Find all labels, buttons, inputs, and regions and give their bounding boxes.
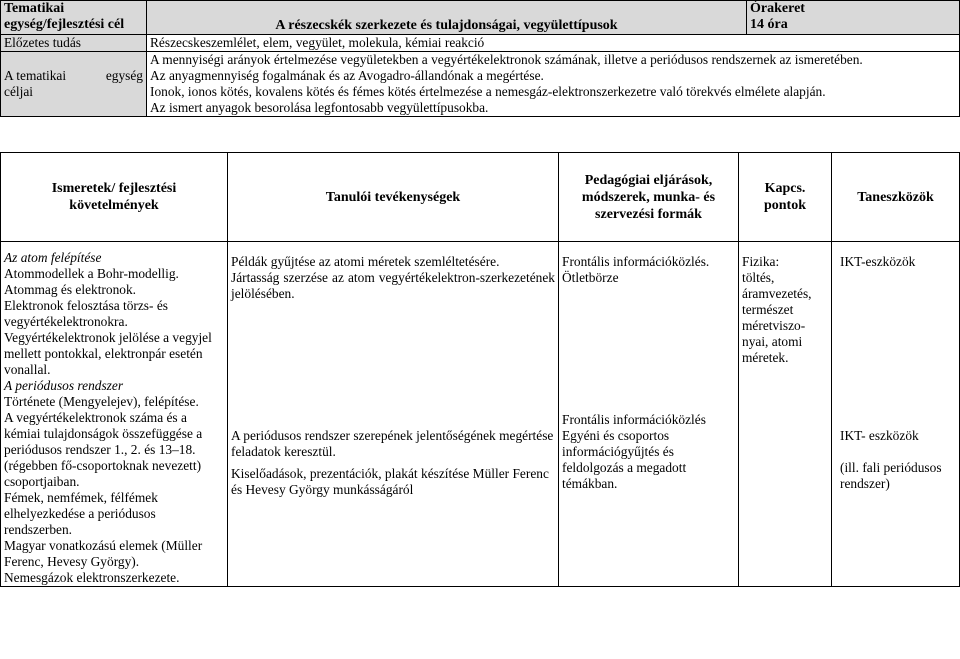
col-header-connections: Kapcs. pontok <box>739 153 832 242</box>
goals-label-word1: A tematikai <box>4 68 67 83</box>
methods-cell <box>559 242 739 587</box>
connection-line: töltés, <box>742 270 775 285</box>
tools-line: IKT- eszközök <box>840 428 919 443</box>
activity-line: Kiselőadások, prezentációk, plakát készítése Müller Ferenc és Hevesy György munkásságáról <box>231 466 549 497</box>
goals-label-line2: céljai <box>4 84 33 99</box>
goal-item: Ionok, ionos kötés, kovalens kötés és fémes kötés értelmezése a nemesgáz-elektronszerkezetre való törekvés elmélete alapján. <box>150 84 826 99</box>
knowledge-cell <box>1 242 228 587</box>
col-header-activities: Tanulói tevékenységek <box>228 153 559 242</box>
hours-value: 14 óra <box>750 17 788 32</box>
connection-line: Fizika: <box>742 254 780 269</box>
knowledge-line: Atommag és elektronok. <box>4 282 137 297</box>
connection-line: áramvezetés, <box>742 286 812 301</box>
col-header-knowledge: Ismeretek/ fejlesztési követelmények <box>1 153 228 242</box>
connection-line: természet <box>742 302 794 317</box>
knowledge-line: Nemesgázok elektronszerkezete. <box>4 570 180 585</box>
unit-title-row <box>1 1 960 35</box>
tools-cell <box>832 242 960 587</box>
unit-summary-table <box>0 0 960 117</box>
col-header-methods: Pedagógiai eljárások, módszerek, munka- és szervezési formák <box>559 153 739 242</box>
method-line: Frontális információközlés. Ötletbörze <box>562 254 710 285</box>
activity-line: Példák gyűjtése az atomi méretek szemléltetésére. <box>231 254 500 269</box>
knowledge-line: Magyar vonatkozású elemek (Müller Ferenc, Hevesy György). <box>4 538 203 569</box>
unit-label-cell <box>1 1 147 35</box>
method-line: Frontális információközlés Egyéni és csoportos információgyűjtés és feldolgozás a megadott témákban. <box>562 412 706 491</box>
tools-line: (ill. fali periódusos rendszer) <box>840 460 942 491</box>
unit-title: A részecskék szerkezete és tulajdonságai, vegyülettípusok <box>147 1 747 35</box>
goal-item: Az anyagmennyiség fogalmának és az Avogadro-állandónak a megértése. <box>150 68 544 83</box>
connections-cell <box>739 242 832 587</box>
column-header-row <box>1 153 960 242</box>
knowledge-line: Története (Mengyelejev), felépítése. <box>4 394 199 409</box>
goal-item: A mennyiségi arányok értelmezése vegyületekben a vegyértékelektronok számának, illetve a periódusos rendszernek az ismeretében. <box>150 52 863 67</box>
activity-line: A periódusos rendszer szerepének jelentőségének megértése feladatok keresztül. <box>231 428 554 459</box>
goals-row <box>1 52 960 117</box>
knowledge-line: Vegyértékelektronok jelölése a vegyjel mellett pontokkal, elektronpár esetén vonallal. <box>4 330 212 377</box>
activities-cell <box>228 242 559 587</box>
hours-label: Órakeret <box>750 1 805 16</box>
knowledge-line: Fémek, nemfémek, félfémek elhelyezkedése a periódusos rendszerben. <box>4 490 158 537</box>
lesson-plan-table <box>0 152 960 587</box>
content-row <box>1 242 960 587</box>
knowledge-line: A vegyértékelektronok száma és a kémiai tulajdonságok összefüggése a periódusos rendszer 1., 2. és 13–18. (régebben fő-csoportoknak nevezett) csoportjaiban. <box>4 410 203 489</box>
unit-label-line2: egység/fejlesztési cél <box>4 17 125 32</box>
hours-cell <box>747 1 960 35</box>
prior-knowledge-value: Részecskeszemlélet, elem, vegyület, molekula, kémiai reakció <box>147 35 960 52</box>
connection-line: méretviszo- <box>742 318 806 333</box>
connection-line: nyai, atomi <box>742 334 803 349</box>
prior-knowledge-row <box>1 35 960 52</box>
activity-line: Jártasság szerzése az atom vegyértékelektron-szerkezetének jelölésében. <box>231 270 555 301</box>
section-heading-atom: Az atom felépítése <box>4 250 102 265</box>
goals-label <box>1 52 147 117</box>
knowledge-line: Atommodellek a Bohr-modellig. <box>4 266 179 281</box>
goals-content <box>147 52 960 117</box>
unit-label-line1: Tematikai <box>4 1 65 16</box>
col-header-tools: Taneszközök <box>832 153 960 242</box>
connection-line: méretek. <box>742 350 789 365</box>
goals-label-word2: egység <box>105 68 143 83</box>
section-heading-periodic-table: A periódusos rendszer <box>4 378 124 393</box>
tools-line: IKT-eszközök <box>840 254 916 269</box>
knowledge-line: Elektronok felosztása törzs- és vegyértékelektronokra. <box>4 298 168 329</box>
prior-knowledge-label: Előzetes tudás <box>1 35 147 52</box>
goal-item: Az ismert anyagok besorolása legfontosabb vegyülettípusokba. <box>150 100 489 115</box>
